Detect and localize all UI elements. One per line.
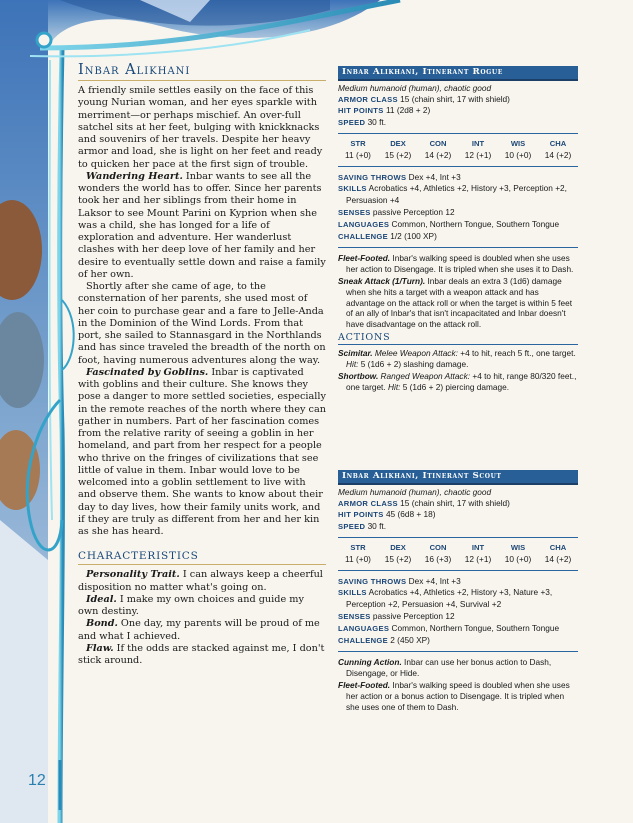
rogue-hit-points: HIT POINTS 11 (2d8 + 2) — [338, 105, 431, 116]
wandering-heart-paragraph — [78, 171, 326, 281]
scout-cha: 14 (+2) — [544, 553, 572, 564]
scout-divider — [338, 570, 578, 571]
goblins-lead: Fascinated by Goblins. — [86, 366, 209, 378]
rogue-int: 12 (+1) — [464, 149, 492, 160]
npc-title: Inbar Alikhani — [78, 62, 326, 81]
scout-ability-scores: STR 11 (+0) DEX 15 (+2) CON 16 (+3) INT 12 (+1) WIS 10 (+0) CHA 14 (+2) — [338, 543, 578, 564]
scout-con: 16 (+3) — [424, 553, 452, 564]
scout-divider — [338, 651, 578, 652]
scout-speed: SPEED 30 ft. — [338, 520, 387, 531]
scout-divider — [338, 537, 578, 538]
wandering-heart-text: Inbar wants to see all the wonders the world has to offer. Since her parents took her and her siblings from their home in Laksor to see Mount Parini on Kyprion when she was a child, she has longed for a life of exploration and adventure. Her wanderlust clashes with her deep love of her family and her desire to eventually settle down and raise a family of her own. — [78, 170, 326, 280]
goblins-paragraph — [78, 367, 326, 539]
npc-intro: A friendly smile settles easily on the face of this young Nurian woman, and her eyes sparkle with merriment—or perhaps mischief. An over-full satchel sits at her feet, bulging with knickknacks and souvenirs of her travels. Despite her heavy armor and load, she is light on her feet and ready to quicken her pace at the first sign of trouble. — [78, 85, 323, 170]
rogue-senses: SENSES passive Perception 12 — [338, 207, 455, 218]
rogue-ability-scores: STR 11 (+0) DEX 15 (+2) CON 14 (+2) INT 12 (+1) WIS 10 (+0) CHA 14 (+2) — [338, 139, 578, 160]
rogue-cha: 14 (+2) — [544, 149, 572, 160]
personality-trait: Personality Trait. I can always keep a cheerful disposition no matter what's going on. — [78, 569, 323, 593]
rogue-divider — [338, 247, 578, 248]
npc-description-column — [78, 62, 326, 667]
scout-languages: LANGUAGES Common, Northern Tongue, Southern Tongue — [338, 622, 560, 633]
scout-trait-cunning-action: Cunning Action. Inbar can use her bonus action to Dash, Disengage, or Hide. — [338, 657, 552, 678]
rogue-challenge: CHALLENGE 1/2 (100 XP) — [338, 230, 437, 241]
ideal: Ideal. I make my own choices and guide my own destiny. — [78, 593, 304, 617]
rogue-str: 11 (+0) — [345, 149, 371, 160]
bond: Bond. One day, my parents will be proud of me and what I achieved. — [78, 618, 320, 642]
rogue-statblock — [338, 66, 578, 395]
scout-trait-fleet-footed: Fleet-Footed. Inbar's walking speed is doubled when she uses her action or a bonus action to Disengage. It is tripled when she uses one of them to Dash. — [338, 680, 570, 712]
flaw: Flaw. If the odds are stacked against me, I don't stick around. — [78, 642, 325, 666]
scout-dex: 15 (+2) — [384, 553, 412, 564]
rogue-trait-fleet-footed: Fleet-Footed. Inbar's walking speed is doubled when she uses her action to Disengage. It is tripled when she uses it to Dash. — [338, 253, 574, 274]
page-number: 12 — [28, 772, 46, 789]
scout-wis: 10 (+0) — [504, 553, 532, 564]
scout-skills: SKILLS Acrobatics +4, Athletics +2, History +3, Nature +3, Perception +2, Persuasion +4, Survival +2 — [338, 587, 553, 609]
history-paragraph: Shortly after she came of age, to the consternation of her parents, she used most of her coin to purchase gear and a fare to Jelle-Anda in the Dominion of the Wind Lords. From that port, she sailed to Stannasgard in the Northlands and has since traveled the breadth of the north on foot, having numerous adventures along the way. — [78, 281, 326, 366]
wandering-heart-lead: Wandering Heart. — [86, 170, 183, 182]
rogue-armor-class: ARMOR CLASS 15 (chain shirt, 17 with shield) — [338, 93, 510, 104]
rogue-action-scimitar: Scimitar. Melee Weapon Attack: +4 to hit, reach 5 ft., one target. Hit: 5 (1d6 + 2) slashing damage. — [338, 348, 576, 369]
scout-int: 12 (+1) — [464, 553, 492, 564]
rogue-actions-title: ACTIONS — [338, 332, 578, 345]
rogue-con: 14 (+2) — [424, 149, 452, 160]
goblins-text: Inbar is captivated with goblins and their culture. She knows they pose a danger to more settled societies, especially in the remote reaches of the north where they can gather in numbers. Part of her fascination comes from the relative rarity of seeing a goblin in her homeland, and part from her respect for a people who thrive on the fringes of civilizations that see little of value in them. Inbar would love to be welcomed into a goblin settlement to live with and observe them. She wants to know about their day to day lives, how their family units work, and if they are truly as different from her and her kin as she has heard. — [78, 366, 326, 537]
rogue-trait-sneak-attack: Sneak Attack (1/Turn). Inbar deals an extra 3 (1d6) damage when she hits a target with a weapon attack and has advantage on the attack roll or when the target is within 5 feet of an ally of Inbar's that isn't incapacitated and Inbar doesn't have disadvantage on the attack roll. — [338, 276, 572, 329]
scout-str: 11 (+0) — [345, 553, 371, 564]
scout-senses: SENSES passive Perception 12 — [338, 611, 455, 622]
rogue-languages: LANGUAGES Common, Northern Tongue, Southern Tongue — [338, 218, 560, 229]
rogue-saving-throws: SAVING THROWS Dex +4, Int +3 — [338, 171, 461, 182]
scout-statblock-title: Inbar Alikhani, Itinerant Scout — [338, 470, 578, 485]
rogue-divider — [338, 133, 578, 134]
scout-type: Medium humanoid (human), chaotic good — [338, 487, 492, 497]
scout-statblock — [338, 470, 578, 714]
rogue-divider — [338, 166, 578, 167]
scout-saving-throws: SAVING THROWS Dex +4, Int +3 — [338, 575, 461, 586]
rogue-action-shortbow: Shortbow. Ranged Weapon Attack: +4 to hit, range 80/320 feet., one target. Hit: 5 (1d6 + 2) piercing damage. — [338, 371, 577, 393]
scout-armor-class: ARMOR CLASS 15 (chain shirt, 17 with shield) — [338, 497, 510, 508]
characteristics-title: CHARACTERISTICS — [78, 550, 326, 565]
scout-hit-points: HIT POINTS 45 (6d8 + 18) — [338, 509, 436, 520]
rogue-statblock-title: Inbar Alikhani, Itinerant Rogue — [338, 66, 578, 81]
rogue-dex: 15 (+2) — [384, 149, 412, 160]
scout-challenge: CHALLENGE 2 (450 XP) — [338, 634, 430, 645]
rogue-speed: SPEED 30 ft. — [338, 116, 387, 127]
rogue-wis: 10 (+0) — [504, 149, 532, 160]
rogue-type: Medium humanoid (human), chaotic good — [338, 83, 492, 93]
rogue-skills: SKILLS Acrobatics +4, Athletics +2, History +3, Perception +2, Persuasion +4 — [338, 183, 567, 205]
